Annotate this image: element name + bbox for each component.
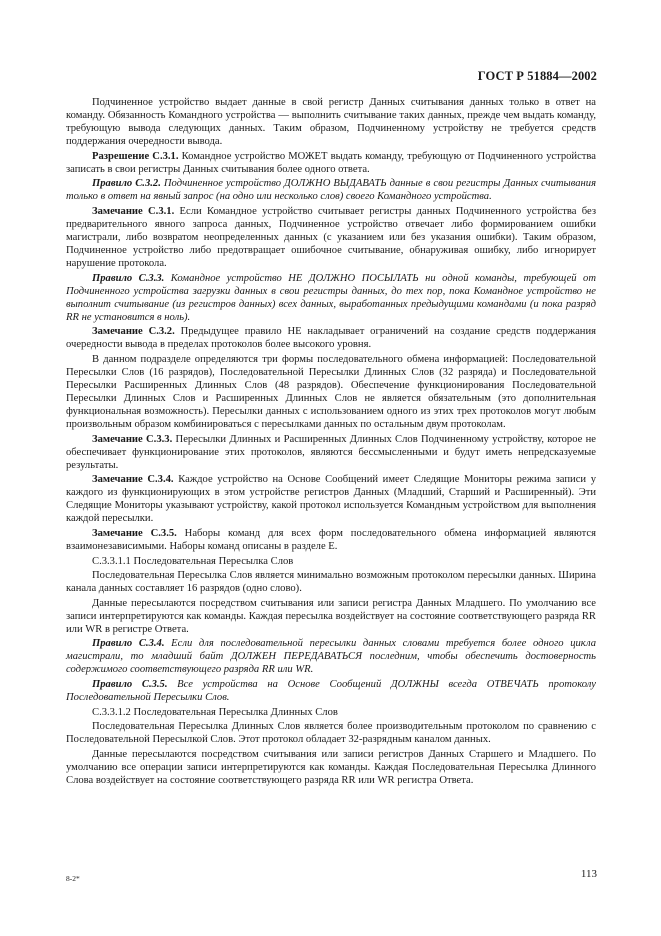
body-paragraph xyxy=(66,569,596,595)
document-header: ГОСТ Р 51884—2002 xyxy=(477,69,597,83)
paragraph-text: Последовательная Пересылка Длинных Слов является более производительным протоколом по сравнению с Последовательной Пересылкой Слов. Этот протокол обладает 32-разрядным каналом данных. xyxy=(66,721,596,746)
clause-paragraph xyxy=(66,473,596,525)
clause-paragraph xyxy=(66,177,596,203)
paragraph-text: Все устройства на Основе Сообщений ДОЛЖНЫ всегда ОТВЕЧАТЬ протоколу Последовательной Пересылки Слов. xyxy=(66,679,596,704)
page-body xyxy=(66,96,596,788)
clause-paragraph xyxy=(66,637,596,676)
clause-label: Разрешение С.3.1. xyxy=(92,150,179,162)
clause-label: Замечание С.3.5. xyxy=(92,528,177,539)
clause-paragraph xyxy=(66,205,596,270)
paragraph-text: Предыдущее правило НЕ накладывает ограничений на создание средств поддержания очередности вывода в пределах протоколов более высокого уровня. xyxy=(66,326,597,351)
paragraph-text: Наборы команд для всех форм последовательного обмена информацией являются взаимонезависимыми. Наборы команд описаны в разделе Е. xyxy=(66,528,596,553)
paragraph-text: Подчиненное устройство ДОЛЖНО ВЫДАВАТЬ данные в свои регистры Данных считывания только в ответ на явный запрос (на одно или несколько слов) своего Командного устройства. xyxy=(66,178,597,203)
body-paragraph xyxy=(66,720,596,746)
sheet-mark: 8-2* xyxy=(66,874,80,883)
clause-label: Правило С.3.3. xyxy=(92,272,165,284)
body-paragraph xyxy=(66,555,596,568)
clause-label: Правило С.3.5. xyxy=(92,679,168,691)
paragraph-text: Подчиненное устройство выдает данные в свой регистр Данных считывания данных только в ответ на команду. Обязанность Командного устройства — выполнить считывание таких данных, прежде чем выдать команду, требующую вывода следующих данных. Таким образом, Подчиненному устройству не требуется средств поддержания очередности вывода. xyxy=(66,97,596,148)
clause-paragraph xyxy=(66,678,596,704)
clause-label: Замечание С.3.2. xyxy=(92,326,175,338)
body-paragraph xyxy=(66,353,596,431)
paragraph-text: Если Командное устройство считывает регистры данных Подчиненного устройства без предварительного явного запроса данных, Подчиненное устройство отвечает либо формированием ошибки магистрали, либо возвратом неопределенных данных (с указанием или без указания ошибки). Таким образом, Подчиненное устройство либо предотвращает ошибочное считывание, обнаруживая ошибку, либо игнорирует нарушение протокола. xyxy=(66,205,596,270)
body-paragraph xyxy=(66,96,596,148)
paragraph-text: Пересылки Длинных и Расширенных Длинных Слов Подчиненному устройству, которое не обеспечивает функционирование этих протоколов, являются бессмысленными и будут иметь непредсказуемые результаты. xyxy=(66,433,597,471)
page-number: 113 xyxy=(580,868,597,880)
clause-paragraph xyxy=(66,272,596,324)
paragraph-text: Каждое устройство на Основе Сообщений имеет Следящие Мониторы режима записи у каждого из функционирующих в этом устройстве регистров Данных (Младший, Старший и Расширенный). Эти Следящие Мониторы указывают устройству, какой протокол используется Командным устройством для выполнения каждой пересылки. xyxy=(66,474,597,525)
paragraph-text: Последовательная Пересылка Слов является минимально возможным протоколом пересылки данных. Ширина канала данных составляет 16 разрядов (одно слово). xyxy=(66,570,596,595)
paragraph-text: В данном подразделе определяются три формы последовательного обмена информацией: Последовательной Пересылки Слов (16 разрядов), Последовательной Пересылки Длинных Слов (32 разряда) и Последовательной Пересылки Расширенных Длинных Слов (48 разрядов). Обеспечение функционирования Последовательной Пересылки Длинных Слов и Расширенных Длинных Слов не является обязательным (это дополнительная функциональная возможность). Пересылки данных с использованием одного из этих трех протоколов могут любым произвольным образом комбинироваться с пересылками данных по остальным двум протоколам. xyxy=(66,353,596,431)
body-paragraph xyxy=(66,597,596,636)
clause-paragraph xyxy=(66,150,596,176)
paragraph-text: Командное устройство МОЖЕТ выдать команду, требующую от Подчиненного устройства записать в свои регистры Данных считывания более одного ответа. xyxy=(66,150,596,175)
clause-paragraph xyxy=(66,325,596,351)
clause-label: Замечание С.3.4. xyxy=(92,474,174,486)
body-paragraph xyxy=(66,706,596,719)
clause-label: Замечание С.3.1. xyxy=(92,205,175,217)
paragraph-text: Данные пересылаются посредством считывания или записи регистра Данных Младшего. По умолчанию все записи интерпретируются как команды. Каждая пересылка воздействует на состояние соответствующего разряда RR или WR в регистре Ответа. xyxy=(66,597,596,635)
paragraph-text: Если для последовательной пересылки данных словами требуется более одного цикла магистрали, то младший байт ДОЛЖЕН ПЕРЕДАВАТЬСЯ последним, чтобы обеспечить достоверность содержимого соответствующего разряда RR или WR. xyxy=(66,638,597,676)
clause-label: Правило С.3.2. xyxy=(92,178,161,190)
body-paragraph xyxy=(66,748,596,787)
paragraph-text: С.3.3.1.2 Последовательная Пересылка Длинных Слов xyxy=(92,706,338,718)
clause-label: Правило С.3.4. xyxy=(92,638,165,650)
clause-paragraph xyxy=(66,433,596,472)
paragraph-text: Данные пересылаются посредством считывания или записи регистров Данных Старшего и Младшего. По умолчанию все операции записи интерпретируются как команды. Каждая Последовательная Пересылка Длинного Слова воздействует на состояние соответствующего разряда RR или WR регистра Ответа. xyxy=(66,748,596,786)
clause-label: Замечание С.3.3. xyxy=(92,433,173,445)
paragraph-text: С.3.3.1.1 Последовательная Пересылка Слов xyxy=(92,555,294,567)
paragraph-text: Командное устройство НЕ ДОЛЖНО ПОСЫЛАТЬ ни одной команды, требующей от Подчиненного устройства загрузки данных в свои регистры данных, до тех пор, пока Командное устройство не выполнит считывание (из регистров данных) всех данных, выработанных предыдущими командами (и пока разряд RR не установится в ноль). xyxy=(66,272,597,323)
clause-paragraph xyxy=(66,527,596,553)
